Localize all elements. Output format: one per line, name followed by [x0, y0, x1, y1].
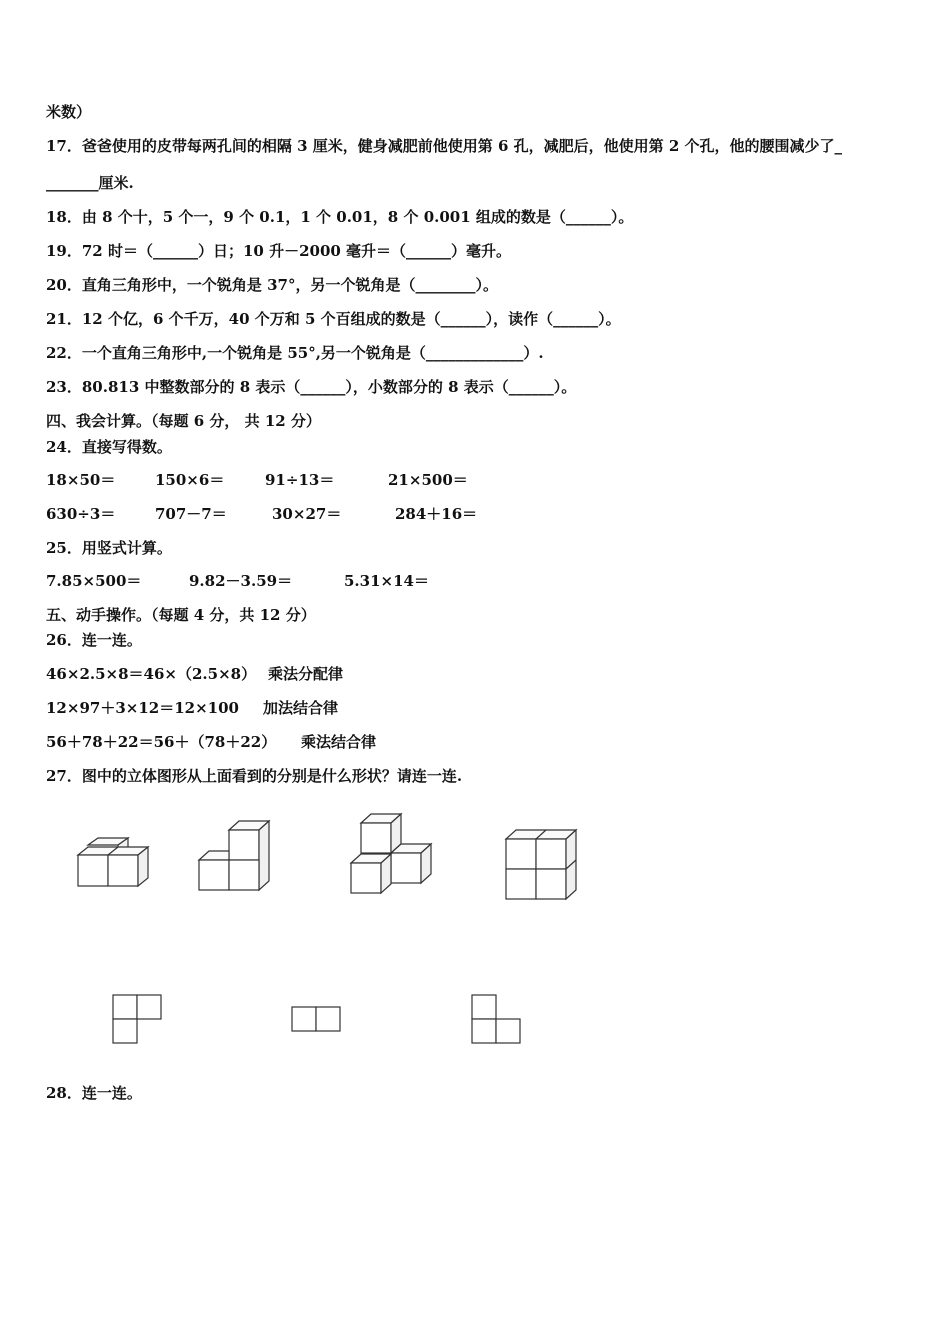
q26-expression: 12×97＋3×12＝12×100	[46, 699, 239, 717]
question-28: 28．连一连。	[46, 1084, 142, 1102]
question-25: 25．用竖式计算。	[46, 539, 172, 557]
solid-figure-3	[349, 811, 433, 895]
q24-item: 18×50＝	[46, 471, 116, 489]
q26-expression: 56＋78＋22＝56＋（78＋22）	[46, 733, 277, 751]
question-26: 26．连一连。	[46, 631, 142, 649]
top-view-1	[112, 994, 164, 1046]
solid-figure-1	[76, 835, 152, 889]
q24-item: 284＋16＝	[395, 505, 478, 523]
question-27: 27．图中的立体图形从上面看到的分别是什么形状？请连一连.	[46, 767, 463, 785]
line-continuation: 米数）	[46, 103, 92, 121]
q26-expression: 46×2.5×8＝46×（2.5×8）	[46, 665, 257, 683]
q25-item: 5.31×14＝	[344, 572, 429, 590]
question-19: 19．72 时＝（______）日；10 升－2000 毫升＝（______）毫升。	[46, 242, 512, 260]
top-view-2	[291, 1006, 343, 1034]
q26-law: 加法结合律	[263, 699, 339, 717]
question-17-cont: _______厘米.	[46, 174, 134, 192]
question-17: 17．爸爸使用的皮带每两孔间的相隔 3 厘米，健身减肥前他使用第 6 孔，减肥后，他使用第 2 个孔，他的腰围减少了_	[46, 137, 843, 155]
q24-item: 21×500＝	[388, 471, 468, 489]
solid-figure-2	[197, 818, 273, 892]
solid-figure-4	[504, 827, 580, 903]
question-24: 24．直接写得数。	[46, 438, 172, 456]
question-20: 20．直角三角形中，一个锐角是 37°，另一个锐角是（________）。	[46, 276, 498, 294]
question-23: 23．80.813 中整数部分的 8 表示（______），小数部分的 8 表示（______）。	[46, 378, 577, 396]
q25-item: 7.85×500＝	[46, 572, 142, 590]
q24-item: 707－7＝	[155, 505, 227, 523]
question-21: 21．12 个亿，6 个千万，40 个万和 5 个百组成的数是（______），读作（______）。	[46, 310, 621, 328]
q25-item: 9.82－3.59＝	[189, 572, 293, 590]
q26-law: 乘法结合律	[301, 733, 377, 751]
section-5-heading: 五、动手操作。（每题 4 分，共 12 分）	[46, 606, 316, 624]
q26-law: 乘法分配律	[268, 665, 344, 683]
q24-item: 630÷3＝	[46, 505, 116, 523]
section-4-heading: 四、我会计算。（每题 6 分， 共 12 分）	[46, 412, 321, 430]
q24-item: 150×6＝	[155, 471, 225, 489]
question-22: 22．一个直角三角形中,一个锐角是 55°,另一个锐角是（_____________）.	[46, 344, 544, 362]
q24-item: 30×27＝	[272, 505, 342, 523]
top-view-3	[471, 994, 523, 1046]
q24-item: 91÷13＝	[265, 471, 335, 489]
question-18: 18．由 8 个十，5 个一，9 个 0.1，1 个 0.01，8 个 0.001 组成的数是（______）。	[46, 208, 634, 226]
